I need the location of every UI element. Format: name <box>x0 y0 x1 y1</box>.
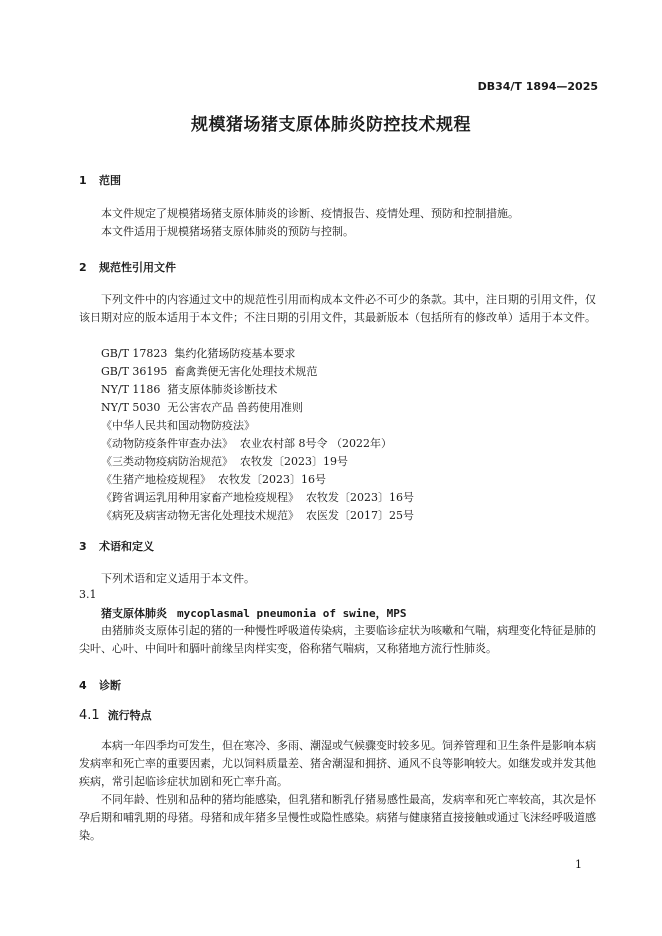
section-1-heading <box>79 172 121 188</box>
reference-item: 《生猪产地检疫规程》 农牧发〔2023〕16号 <box>101 473 326 486</box>
section-number: 1 <box>79 174 87 187</box>
reference-item: GB/T 17823 集约化猪场防疫基本要求 <box>101 347 296 360</box>
subsection-heading <box>79 707 152 723</box>
section-title: 规范性引用文件 <box>99 261 176 274</box>
term-english: mycoplasmal pneumonia of swine，MPS <box>177 607 407 620</box>
section-number: 4 <box>79 679 87 692</box>
section-title: 术语和定义 <box>99 540 154 553</box>
section-number: 2 <box>79 261 87 274</box>
reference-item: 《中华人民共和国动物防疫法》 <box>101 419 255 432</box>
reference-item: NY/T 5030 无公害农产品 兽药使用准则 <box>101 401 303 414</box>
reference-item: 《跨省调运乳用种用家畜产地检疫规程》 农牧发〔2023〕16号 <box>101 491 414 504</box>
paragraph: 本病一年四季均可发生，但在寒冷、多雨、潮湿或气候骤变时较多见。饲养管理和卫生条件是影响本病发病率和死亡率的重要因素，尤以饲料质量差、猪舍潮湿和拥挤、通风不良等影响较大。如继发或并发其他疾病，常引起临诊症状加剧和死亡率升高。 <box>79 739 596 788</box>
section-title: 范围 <box>99 174 121 187</box>
reference-item: 《病死及病害动物无害化处理技术规范》 农医发〔2017〕25号 <box>101 509 414 522</box>
term-entry <box>101 605 407 621</box>
section-3-heading <box>79 538 154 554</box>
paragraph: 不同年龄、性别和品种的猪均能感染，但乳猪和断乳仔猪易感性最高，发病率和死亡率较高，其次是怀孕后期和哺乳期的母猪。母猪和成年猪多呈慢性或隐性感染。病猪与健康猪直接接触或通过飞沫经呼吸道感染。 <box>79 793 596 842</box>
paragraph: 下列术语和定义适用于本文件。 <box>101 572 255 585</box>
standard-code: DB34/T 1894—2025 <box>477 80 598 93</box>
section-title: 诊断 <box>99 679 121 692</box>
subsection-title: 流行特点 <box>107 709 152 722</box>
section-4-heading <box>79 677 121 693</box>
page-number: 1 <box>575 858 582 871</box>
document-title: 规模猪场猪支原体肺炎防控技术规程 <box>191 115 471 135</box>
section-number: 3 <box>79 540 87 553</box>
paragraph: 本文件适用于规模猪场猪支原体肺炎的预防与控制。 <box>101 225 354 238</box>
paragraph: 本文件规定了规模猪场猪支原体肺炎的诊断、疫情报告、疫情处理、预防和控制措施。 <box>101 207 519 220</box>
term-chinese: 猪支原体肺炎 <box>101 607 167 620</box>
subsection-number: 3.1 <box>79 588 97 601</box>
paragraph: 下列文件中的内容通过文中的规范性引用而构成本文件必不可少的条款。其中，注日期的引用文件，仅该日期对应的版本适用于本文件；不注日期的引用文件，其最新版本（包括所有的修改单）适用于本文件。 <box>79 293 596 324</box>
term-definition: 由猪肺炎支原体引起的猪的一种慢性呼吸道传染病，主要临诊症状为咳嗽和气喘，病理变化特征是肺的尖叶、心叶、中间叶和膈叶前缘呈肉样实变，俗称猪气喘病，又称猪地方流行性肺炎。 <box>79 624 596 655</box>
reference-item: GB/T 36195 畜禽粪便无害化处理技术规范 <box>101 365 318 378</box>
section-2-heading <box>79 259 176 275</box>
reference-item: 《三类动物疫病防治规范》 农牧发〔2023〕19号 <box>101 455 348 468</box>
reference-item: NY/T 1186 猪支原体肺炎诊断技术 <box>101 383 278 396</box>
reference-item: 《动物防疫条件审查办法》 农业农村部 8号令 （2022年） <box>101 437 392 450</box>
subsection-number: 4.1 <box>79 708 100 723</box>
